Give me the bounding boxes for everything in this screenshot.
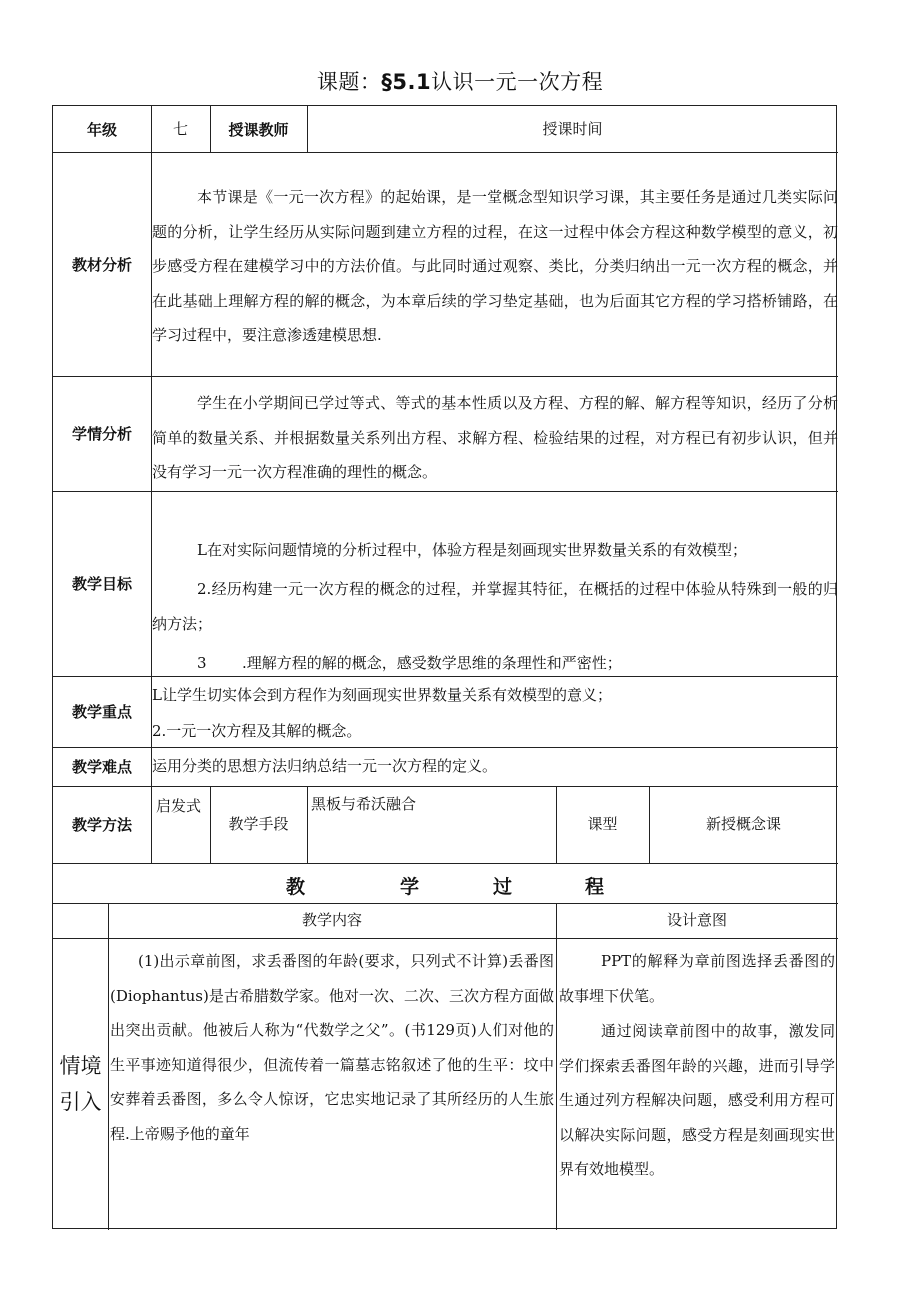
method-value: 启发式 [156,797,202,815]
page-title: 课题：§5.1认识一元一次方程 [316,70,604,94]
goal-1: L在对实际问题情境的分析过程中，体验方程是刻画现实世界数量关系的有效模型； [197,541,747,559]
difficulty-text: 运用分类的思想方法归纳总结一元一次方程的定义。 [152,757,498,775]
intro-intent-2: 通过阅读章前图中的故事，激发同学们探索丢番图年龄的兴趣，进而引导学生通过列方程解决问题，感受利用方程可以解决实际问题，感受方程是刻画现实世界有效地模型。 [559,1022,835,1178]
intro-content: (1)出示章前图，求丢番图的年龄(要求，只列式不计算)丢番图(Diophantus)是古希腊数学家。他对一次、二次、三次方程方面做出突出贡献。他被后人称为“代数学之父”。(书129页)人们对他的生平事迹知道得很少，但流传着一篇墓志铭叙述了他的生平：坟中安葬着丢番图，多么令人惊讶，它忠实地记录了其所经历的人生旅程.上帝赐予他的童年 [110,952,554,1143]
lesson-plan-table [52,105,837,1229]
textbook-analysis-text: 本节课是《一元一次方程》的起始课，是一堂概念型知识学习课，其主要任务是通过几类实际问题的分析，让学生经历从实际问题到建立方程的过程，在这一过程中体会方程这种数学模型的意义，初步感受方程在建模学习中的方法价值。与此同时通过观察、类比，分类归纳出一元一次方程的概念，并在此基础上理解方程的解的概念，为本章后续的学习垫定基础，也为后面其它方程的学习搭桥铺路，在学习过程中，要注意渗透建模思想. [152,188,838,344]
difficulty-label: 教学难点 [71,758,132,776]
teacher-label: 授课教师 [228,120,289,139]
time-label: 授课时间 [542,119,603,138]
intent-header: 设计意图 [666,911,727,930]
teaching-goals-label: 教学目标 [71,575,132,593]
process-title: 教 学 过 程 [286,876,605,898]
student-analysis-text: 学生在小学期间已学过等式、等式的基本性质以及方程、方程的解、解方程等知识，经历了分析简单的数量关系、并根据数量关系列出方程、求解方程、检验结果的过程，对方程已有初步认识，但并没有学习一元一次方程准确的理性的概念。 [152,394,838,481]
goal-3-text: .理解方程的解的概念，感受数学思维的条理性和严密性； [242,654,622,672]
student-analysis-label: 学情分析 [71,425,132,443]
key-point-2: 2.一元一次方程及其解的概念。 [152,722,362,740]
method-label: 教学方法 [71,816,132,834]
content-header: 教学内容 [301,911,362,930]
grade-label: 年级 [86,120,117,139]
textbook-analysis-label: 教材分析 [71,255,132,274]
means-value: 黑板与希沃融合 [311,795,417,813]
intro-label: 情境 引入 [59,1054,102,1114]
key-points-label: 教学重点 [71,703,132,721]
goal-2: 2.经历构建一元一次方程的概念的过程，并掌握其特征，在概括的过程中体验从特殊到一般的归纳方法； [152,580,838,633]
key-point-1: L让学生切实体会到方程作为刻画现实世界数量关系有效模型的意义； [152,686,612,704]
means-label: 教学手段 [228,815,289,834]
intro-intent-1: PPT的解释为章前图选择丢番图的故事埋下伏笔。 [559,952,835,1005]
grade-value: 七 [172,119,188,138]
lesson-type-value: 新授概念课 [705,815,781,834]
goal-3-number: 3 [197,654,207,672]
lesson-type-label: 课型 [587,815,618,834]
